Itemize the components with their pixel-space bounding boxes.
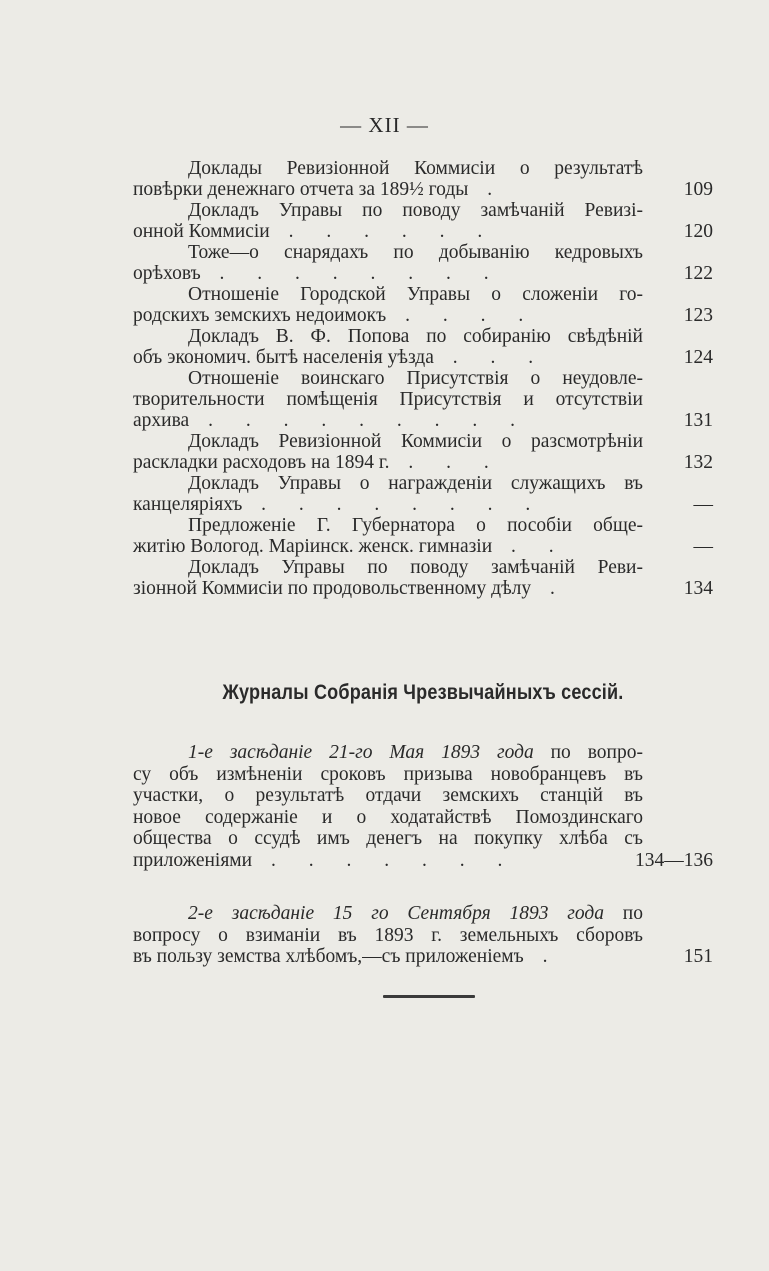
leader-dots: . . . . (386, 305, 538, 326)
entry-line: Предложеніе Г. Губернатора о пособіи обще- (188, 515, 643, 536)
page-reference: 122 (683, 263, 713, 284)
toc-entry (133, 284, 713, 326)
leader-dots: . (523, 946, 562, 967)
leader-dots: . (531, 578, 569, 599)
entry-line: Докладъ Ревизіонной Коммисіи о разсмотрѣніи (188, 431, 643, 452)
toc-entry (133, 200, 713, 242)
toc-entry (133, 326, 713, 368)
closing-rule (383, 995, 475, 998)
page-reference: 124 (683, 347, 713, 368)
toc-entry (133, 158, 713, 200)
session-line: су объ измѣненіи сроковъ призыва новобранцевъ въ (133, 763, 643, 785)
table-of-contents (133, 158, 713, 599)
page-reference: — (693, 494, 713, 515)
leader-dots: . . (492, 536, 568, 557)
entry-line: орѣховъ (133, 263, 201, 284)
entry-line: творительности помѣщенія Присутствія и отсутствіи (133, 389, 643, 410)
session-title: 1-е засѣданіе 21-го Мая 1893 года (188, 742, 534, 763)
entry-line: Отношеніе Городской Управы о сложеніи го- (188, 284, 643, 305)
leader-dots: . . . . . . . . (200, 263, 503, 284)
entry-line: Докладъ Управы по поводу замѣчаній Ревизі- (188, 200, 643, 221)
leader-dots: . . . . . . . . . (189, 410, 529, 431)
page-reference: 151 (683, 946, 713, 967)
leader-dots: . (468, 179, 507, 200)
session-line: въ пользу земства хлѣбомъ,—съ приложеніемъ (133, 946, 524, 967)
page-number-header: — XII — (340, 113, 429, 137)
entry-line: Докладъ Управы по поводу замѣчаній Реви- (188, 557, 643, 578)
page-reference: 134—136 (635, 849, 713, 871)
session-entry (133, 742, 713, 871)
entry-line: житію Вологод. Маріинск. женск. гимназіи (133, 536, 493, 557)
session-line: вопросу о взиманіи въ 1893 г. земельныхъ сборовъ (133, 924, 643, 946)
toc-entry (133, 431, 713, 473)
session-line: по (603, 903, 643, 924)
entry-line: Докладъ Управы о награжденіи служащихъ въ (188, 473, 643, 494)
entry-line: Тоже—о снарядахъ по добыванію кедровыхъ (188, 242, 643, 263)
session-title: 2-е засѣданіе 15 го Сентября 1893 года (188, 903, 604, 924)
page-reference: 123 (683, 305, 713, 326)
entry-line: родскихъ земскихъ недоимокъ (133, 305, 387, 326)
entry-line: раскладки расходовъ на 1894 г. (133, 452, 390, 473)
page-reference: — (693, 536, 713, 557)
toc-entry (133, 557, 713, 599)
session-line: общества о ссудѣ имъ денегъ на покупку хлѣба съ (133, 828, 643, 849)
entry-line: зіонной Коммисіи по продовольственному дѣлу (133, 578, 532, 599)
entry-line: Отношеніе воинскаго Присутствія о неудовле- (188, 368, 643, 389)
session-line: новое содержаніе и о ходатайствѣ Помоздинскаго (133, 806, 643, 828)
page-reference: 131 (683, 410, 713, 431)
entry-line: архива (133, 410, 190, 431)
leader-dots: . . . . . . . (252, 849, 517, 871)
toc-entry (133, 515, 713, 557)
section-title: Журналы Собранія Чрезвычайныхъ сессій. (222, 681, 624, 704)
toc-entry (133, 473, 713, 515)
session-line: по вопро- (533, 742, 643, 763)
leader-dots: . . . (389, 452, 503, 473)
leader-dots: . . . . . . (269, 221, 497, 242)
leader-dots: . . . (433, 347, 548, 368)
entry-line: Докладъ В. Ф. Попова по собиранію свѣдѣній (188, 326, 643, 347)
page-reference: 109 (683, 179, 713, 200)
entry-line: Доклады Ревизіонной Коммисіи о результатѣ (188, 158, 643, 179)
entry-line: канцеляріяхъ (133, 494, 243, 515)
session-entry (133, 903, 713, 968)
leader-dots: . . . . . . . . (242, 494, 545, 515)
session-line: участки, о результатѣ отдачи земскихъ станцій въ (133, 785, 643, 806)
page-reference: 132 (683, 452, 713, 473)
entry-line: объ экономич. бытѣ населенія уѣзда (133, 347, 434, 368)
page-reference: 134 (683, 578, 713, 599)
toc-entry (133, 242, 713, 284)
page-reference: 120 (683, 221, 713, 242)
toc-entry (133, 368, 713, 431)
entry-line: онной Коммисіи (133, 221, 270, 242)
entry-line: повѣрки денежнаго отчета за 189½ годы (133, 179, 469, 200)
session-line: приложеніями (133, 849, 253, 871)
